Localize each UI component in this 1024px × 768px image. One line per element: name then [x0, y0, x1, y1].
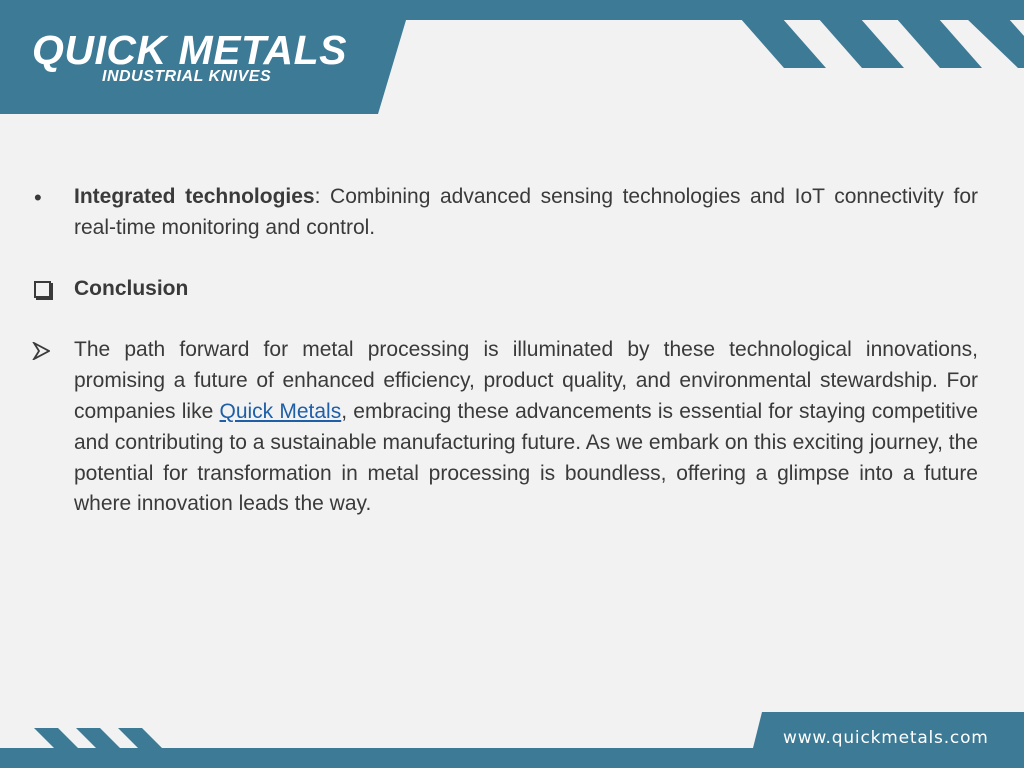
bullet-text	[74, 182, 978, 244]
logo-wordmark: QUICK METALS	[32, 27, 348, 73]
bullet-item-integrated-technologies	[32, 182, 978, 244]
conclusion-paragraph	[32, 335, 978, 520]
website-url[interactable]: www.quickmetals.com	[783, 728, 989, 748]
checkbox-square-icon	[32, 274, 52, 305]
section-title: Conclusion	[74, 276, 189, 300]
bullet-dot-icon: •	[34, 184, 42, 210]
logo-tagline: INDUSTRIAL KNIVES	[102, 68, 272, 85]
bullet-description: Combining advanced sensing technologies and IoT connectivity for real-time monitoring and control.	[74, 185, 978, 239]
slide-content	[32, 182, 978, 520]
bullet-separator: :	[314, 185, 321, 208]
section-heading-conclusion	[32, 274, 978, 305]
decorative-stripes-bottom	[30, 728, 170, 750]
decorative-stripes-top	[730, 18, 1024, 68]
arrow-right-icon	[32, 335, 52, 366]
bullet-term: Integrated technologies	[74, 185, 315, 208]
brand-logo	[32, 28, 372, 90]
quick-metals-link[interactable]: Quick Metals	[219, 399, 342, 423]
conclusion-text: The path forward for metal processing is illuminated by these technological innovations, promising a future of enhanced efficiency, product quality, and environmental stewardship. For companies like Quick Metals, embracing these advancements is essential for staying competitive and contributing to a sustainable manufacturing future. As we embark on this exciting journey, the potential for transformation in metal processing is boundless, offering a glimpse into a future where innovation leads the way.	[74, 338, 979, 516]
